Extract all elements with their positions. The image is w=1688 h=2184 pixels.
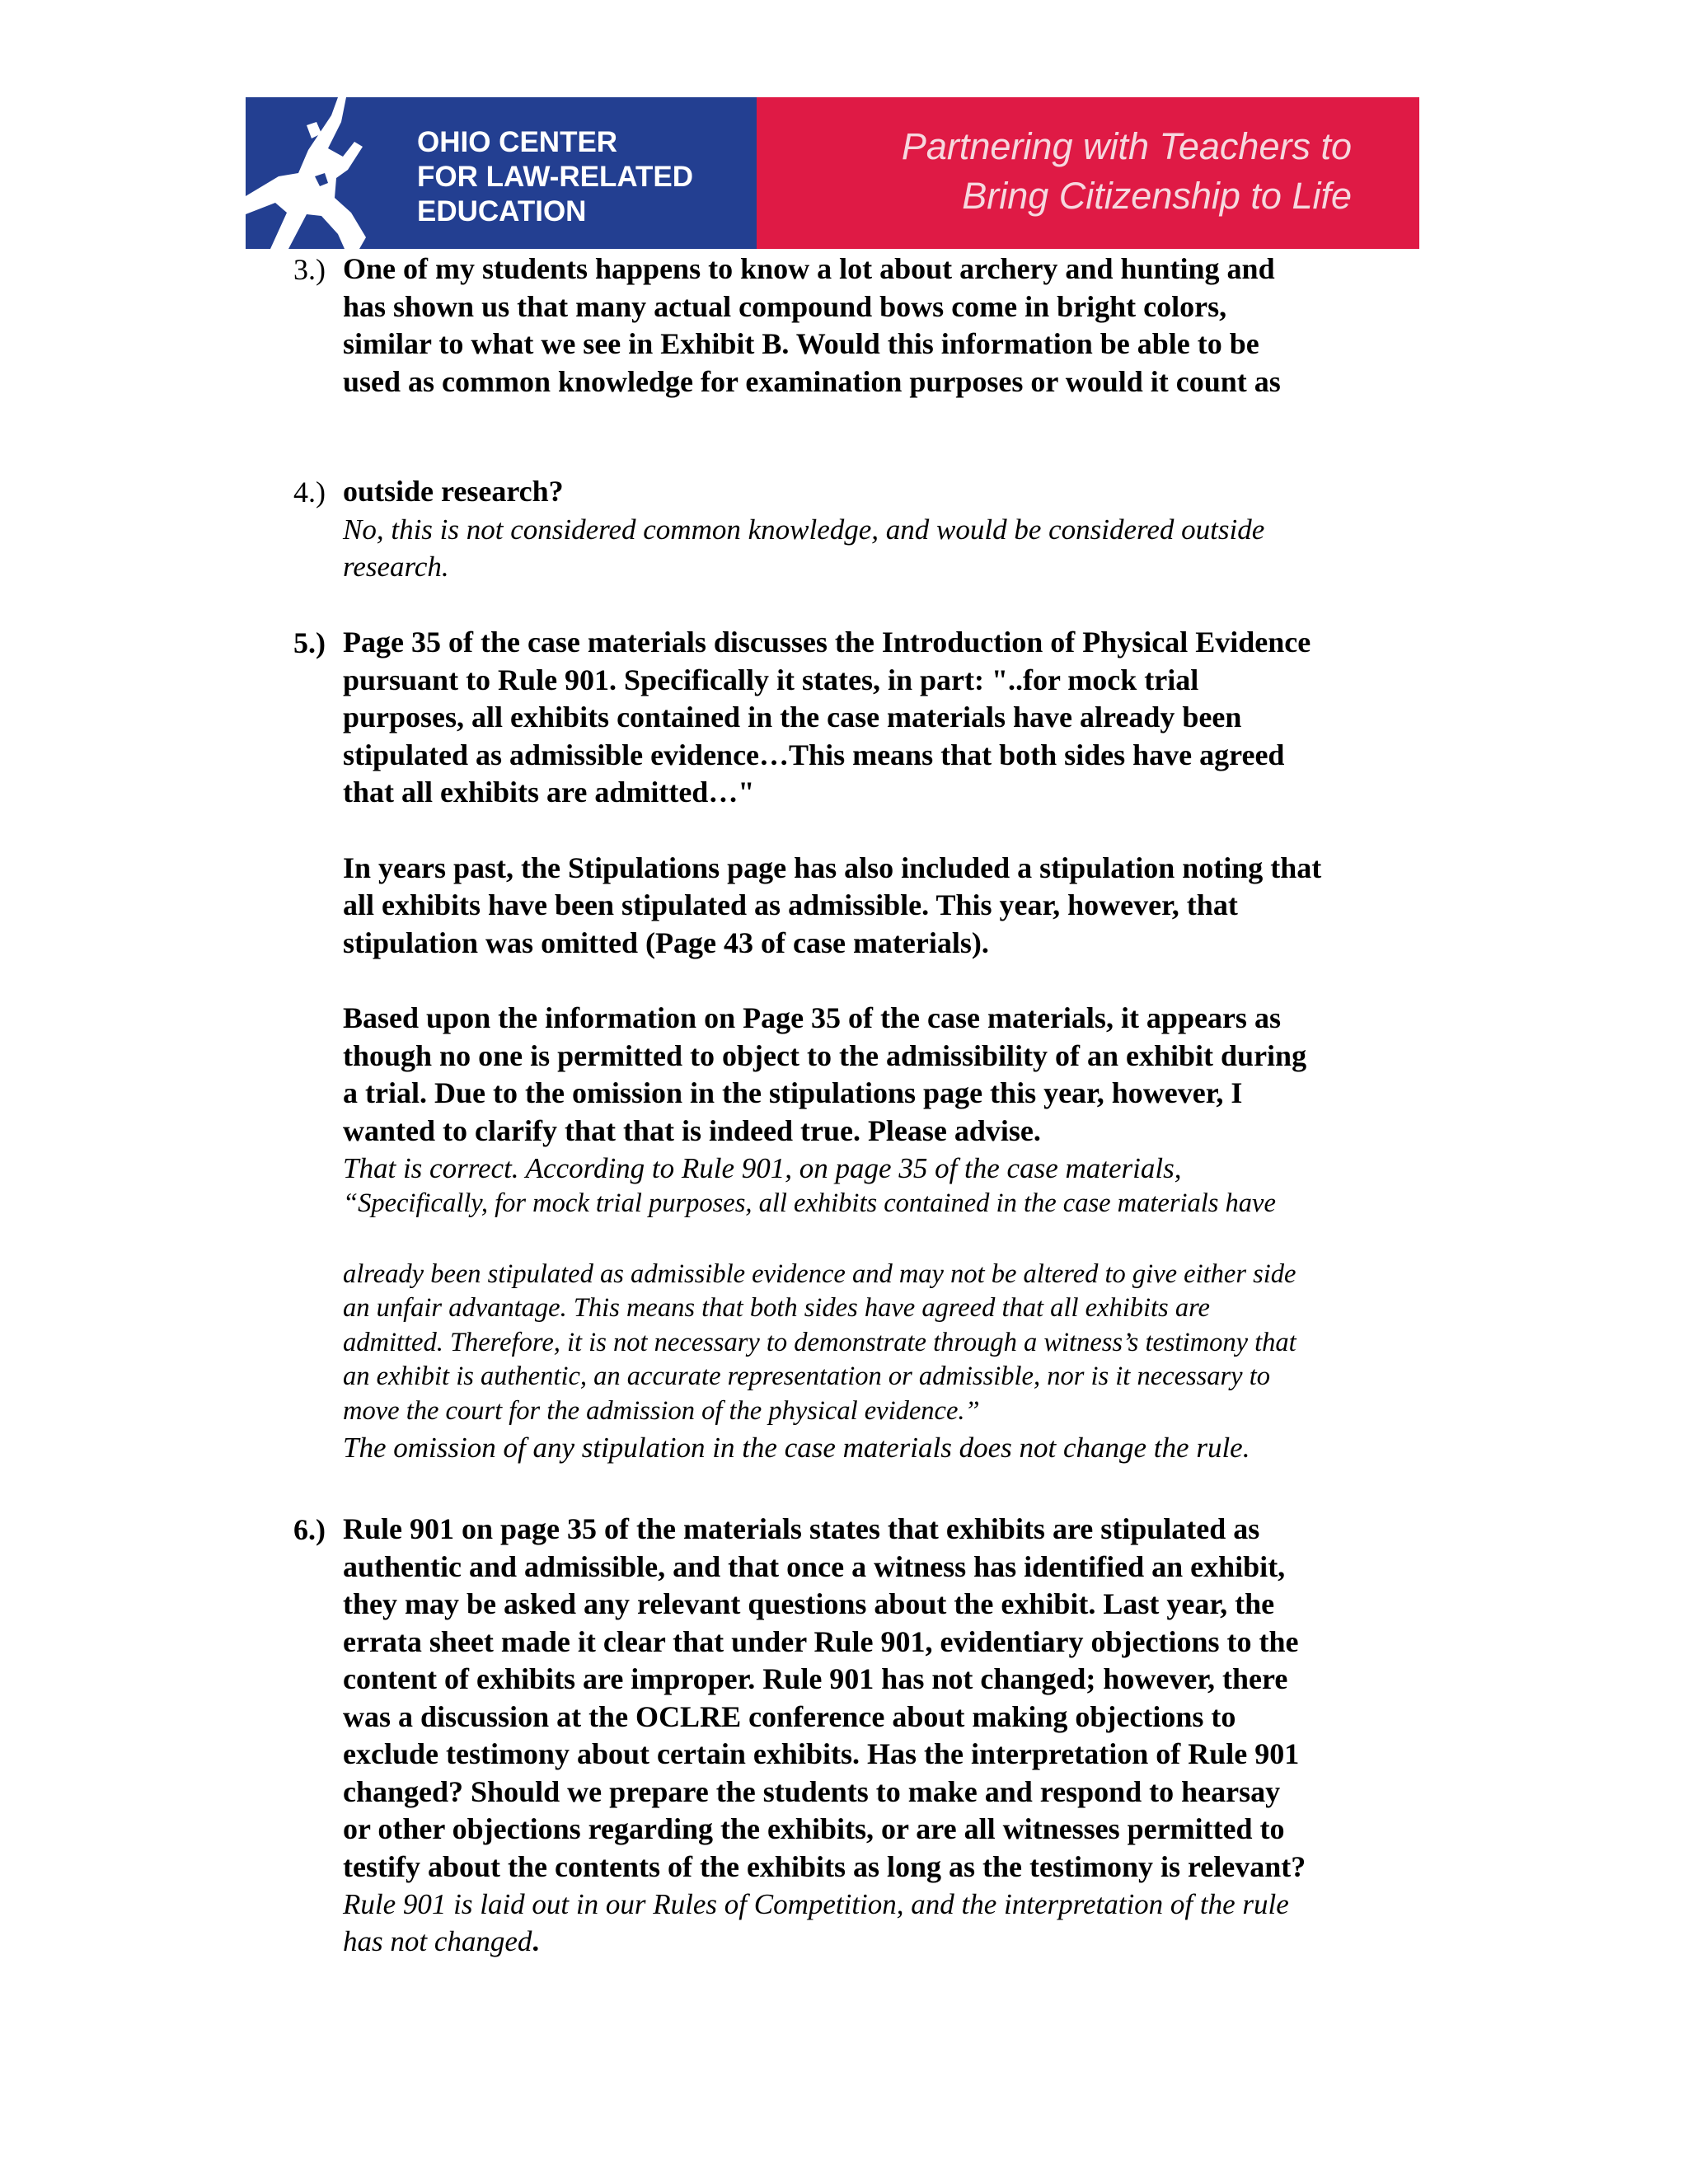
org-name-line-2: FOR LAW-RELATED — [417, 161, 693, 193]
answer-end-mark: . — [532, 1925, 540, 1957]
item-number: 5.) — [293, 626, 326, 659]
answer-text — [343, 1886, 1423, 1960]
faq-item-4 — [293, 473, 1423, 585]
question-text: Rule 901 on page 35 of the materials states that exhibits are stipulated as authentic and admissible, and that once a witness has identified an exhibit, they may be asked any relevant questions about the exhibit. Last year, the errata sheet made it clear that under Rule 901, evidentiary objections to the content of exhibits are improper. Rule 901 has not changed; however, there was a discussion at the OCLRE conference about making objections to exclude testimony about certain exhibits. Has the interpretation of Rule 901 changed? Should we prepare the students to make and respond to hearsay or other objections regarding the exhibits, or are all witnesses permitted to testify about the contents of the exhibits as long as the testimony is relevant? — [343, 1512, 1306, 1883]
answer-quote-line-1: “Specifically, for mock trial purposes, all exhibits contained in the case materials have — [343, 1188, 1276, 1218]
item-number: 4.) — [293, 476, 326, 509]
question-text: One of my students happens to know a lot about archery and hunting and has shown us that many actual compound bows come in bright colors, similar to what we see in Exhibit B. Would this information be able to be used as common knowledge for examination purposes or would it count as — [343, 252, 1281, 398]
tagline-line-2: Bring Citizenship to Life — [962, 175, 1352, 217]
answer-paragraph-1: That is correct. According to Rule 901, on page 35 of the case materials, — [343, 1152, 1182, 1184]
item-number: 6.) — [293, 1513, 326, 1546]
question-paragraph-2: In years past, the Stipulations page has also included a stipulation noting that all exhibits have been stipulated as admissible. This year, however, that stipulation was omitted (Page 43 of case materials). — [343, 851, 1322, 959]
banner-tagline-panel — [757, 97, 1419, 249]
answer-body: Rule 901 is laid out in our Rules of Competition, and the interpretation of the rule has not changed — [343, 1888, 1289, 1957]
banner-logo-panel — [246, 97, 757, 249]
question-paragraph-1: Page 35 of the case materials discusses the Introduction of Physical Evidence pursuant to Rule 901. Specifically it states, in part: "..for mock trial purposes, all exhibits contained in the case materials have already been stipulated as admissible evidence…This means that both sides have agreed that all exhibits are admitted…" — [343, 626, 1311, 808]
archer-logo-icon — [246, 97, 410, 249]
org-name-line-3: EDUCATION — [417, 195, 587, 227]
tagline — [902, 122, 1352, 221]
faq-item-6 — [293, 1511, 1423, 1960]
org-name-line-1: OHIO CENTER — [417, 126, 618, 158]
header-banner — [246, 97, 1419, 249]
faq-item-3 — [293, 251, 1423, 401]
answer-text: No, this is not considered common knowledge, and would be considered outside research. — [343, 513, 1265, 583]
faq-item-5 — [293, 624, 1423, 1466]
item-number: 3.) — [293, 253, 326, 286]
question-paragraph-3: Based upon the information on Page 35 of the case materials, it appears as though no one is permitted to object to the admissibility of an exhibit during a trial. Due to the omission in the stipulations page this year, however, I wanted to clarify that that is indeed true. Please advise. — [343, 1001, 1307, 1147]
answer-paragraph-2: The omission of any stipulation in the case materials does not change the rule. — [343, 1431, 1250, 1464]
tagline-line-1: Partnering with Teachers to — [901, 125, 1352, 167]
answer-quote-continued: already been stipulated as admissible evidence and may not be altered to give either side an unfair advantage. This means that both sides have agreed that all exhibits are admitted. Therefore, it is not necessary to demonstrate through a witness’s testimony that an exhibit is authentic, an accurate representation or admissible, nor is it necessary to move the court for the admission of the physical evidence.” — [343, 1258, 1296, 1426]
question-text: outside research? — [343, 475, 564, 508]
org-name — [417, 125, 693, 229]
